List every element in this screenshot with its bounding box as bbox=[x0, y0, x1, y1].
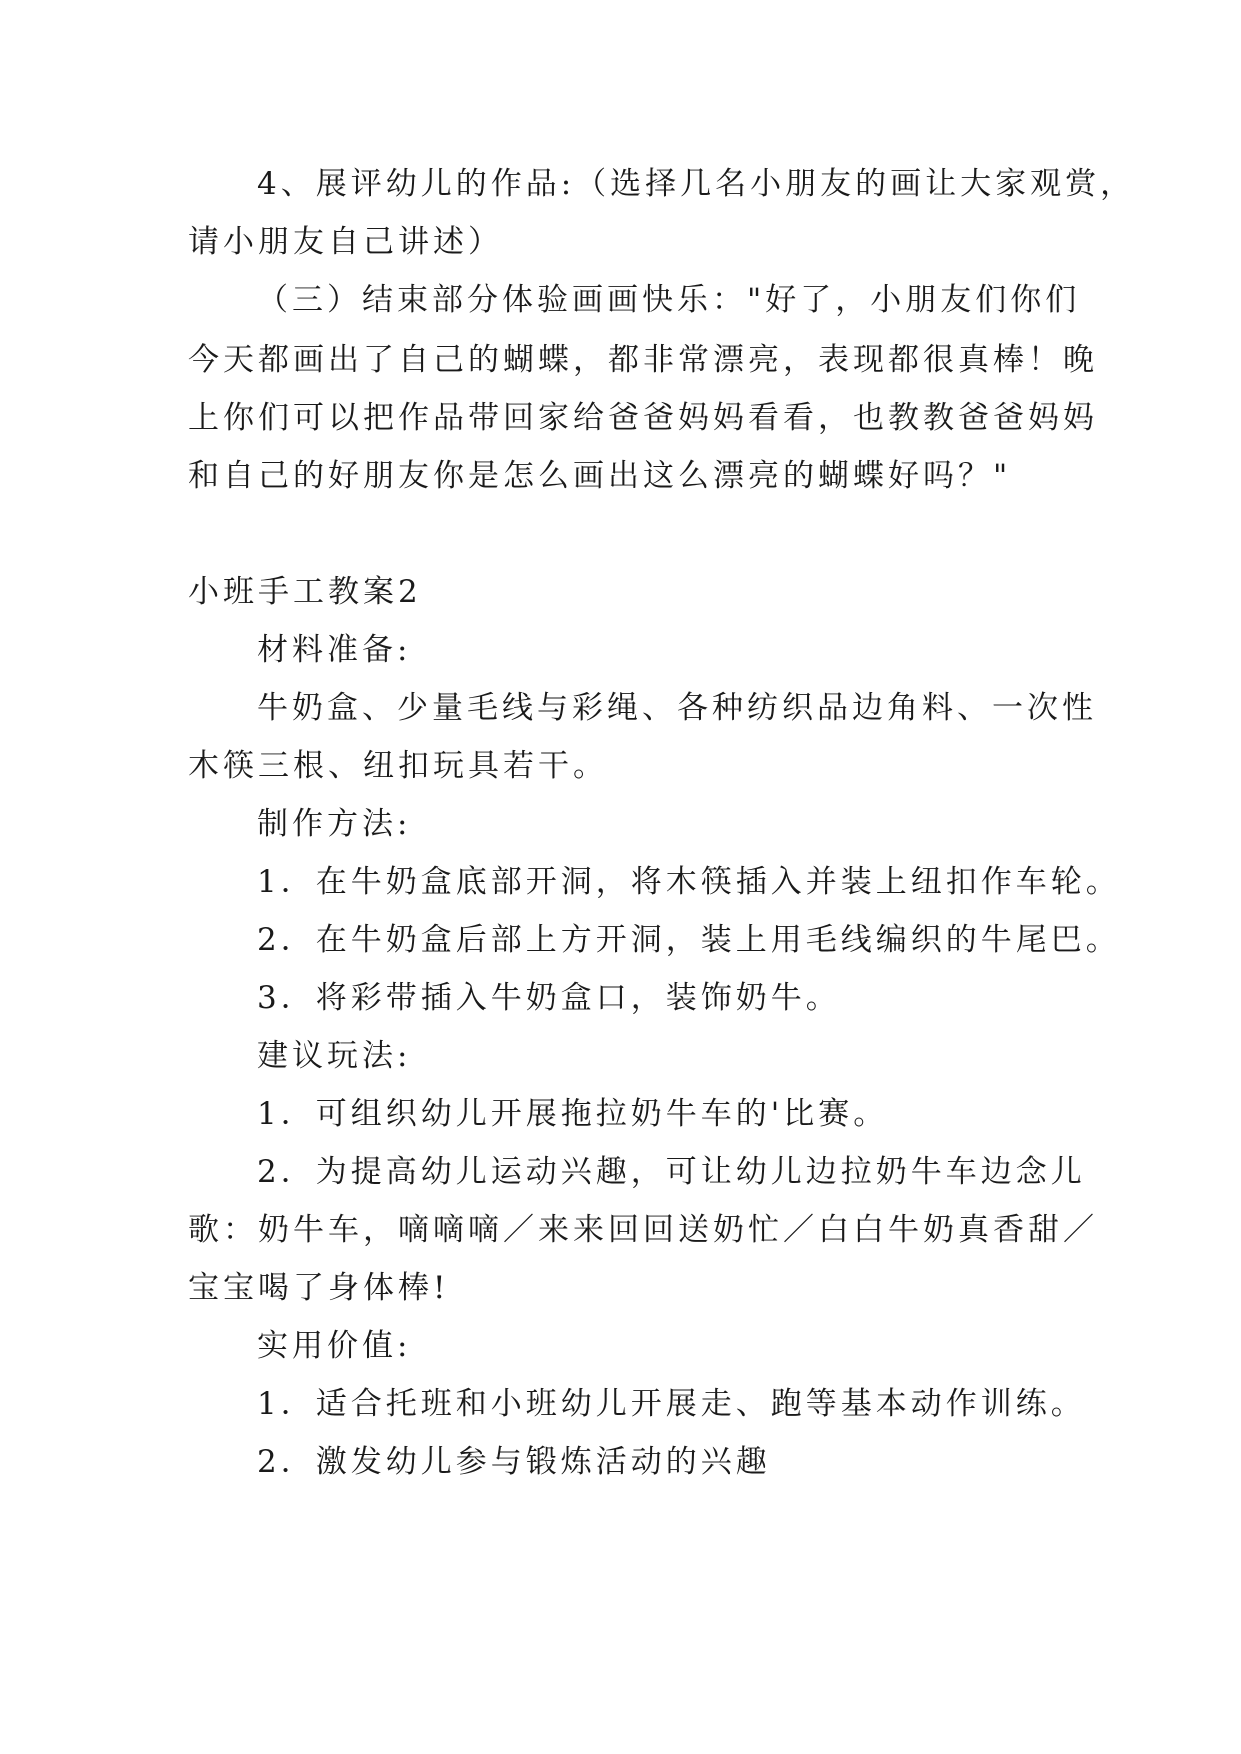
ending-line1: （三）结束部分体验画画快乐："好了，小朋友们你们 bbox=[257, 282, 1081, 318]
method-step-2: 2．在牛奶盒后部上方开洞，装上用毛线编织的牛尾巴。 bbox=[257, 922, 1121, 958]
play-item-2-line2: 歌：奶牛车，嘀嘀嘀／来来回回送奶忙／白白牛奶真香甜／ bbox=[188, 1212, 1098, 1248]
item4-line1: 4、展评幼儿的作品:（选择几名小朋友的画让大家观赏， bbox=[257, 166, 1136, 202]
section-title: 小班手工教案2 bbox=[188, 574, 422, 610]
materials-line1: 牛奶盒、少量毛线与彩绳、各种纺织品边角料、一次性 bbox=[257, 690, 1097, 726]
method-heading: 制作方法: bbox=[257, 806, 412, 842]
method-step-1: 1．在牛奶盒底部开洞，将木筷插入并装上纽扣作车轮。 bbox=[257, 864, 1121, 900]
ending-line3: 上你们可以把作品带回家给爸爸妈妈看看，也教教爸爸妈妈 bbox=[188, 400, 1098, 436]
ending-line2: 今天都画出了自己的蝴蝶，都非常漂亮，表现都很真棒！晚 bbox=[188, 342, 1098, 378]
materials-heading: 材料准备: bbox=[257, 632, 412, 668]
play-item-2-line1: 2．为提高幼儿运动兴趣，可让幼儿边拉奶牛车边念儿 bbox=[257, 1154, 1086, 1190]
value-heading: 实用价值: bbox=[257, 1328, 412, 1364]
play-heading: 建议玩法: bbox=[257, 1038, 412, 1074]
ending-line4: 和自己的好朋友你是怎么画出这么漂亮的蝴蝶好吗？" bbox=[188, 458, 1012, 494]
value-item-2: 2．激发幼儿参与锻炼活动的兴趣 bbox=[257, 1444, 771, 1480]
item4-line2: 请小朋友自己讲述） bbox=[188, 224, 503, 260]
play-item-1: 1．可组织幼儿开展拖拉奶牛车的'比赛。 bbox=[257, 1096, 889, 1132]
materials-line2: 木筷三根、纽扣玩具若干。 bbox=[188, 748, 608, 784]
value-item-1: 1．适合托班和小班幼儿开展走、跑等基本动作训练。 bbox=[257, 1386, 1086, 1422]
method-step-3: 3．将彩带插入牛奶盒口，装饰奶牛。 bbox=[257, 980, 841, 1016]
play-item-2-line3: 宝宝喝了身体棒! bbox=[188, 1270, 450, 1306]
